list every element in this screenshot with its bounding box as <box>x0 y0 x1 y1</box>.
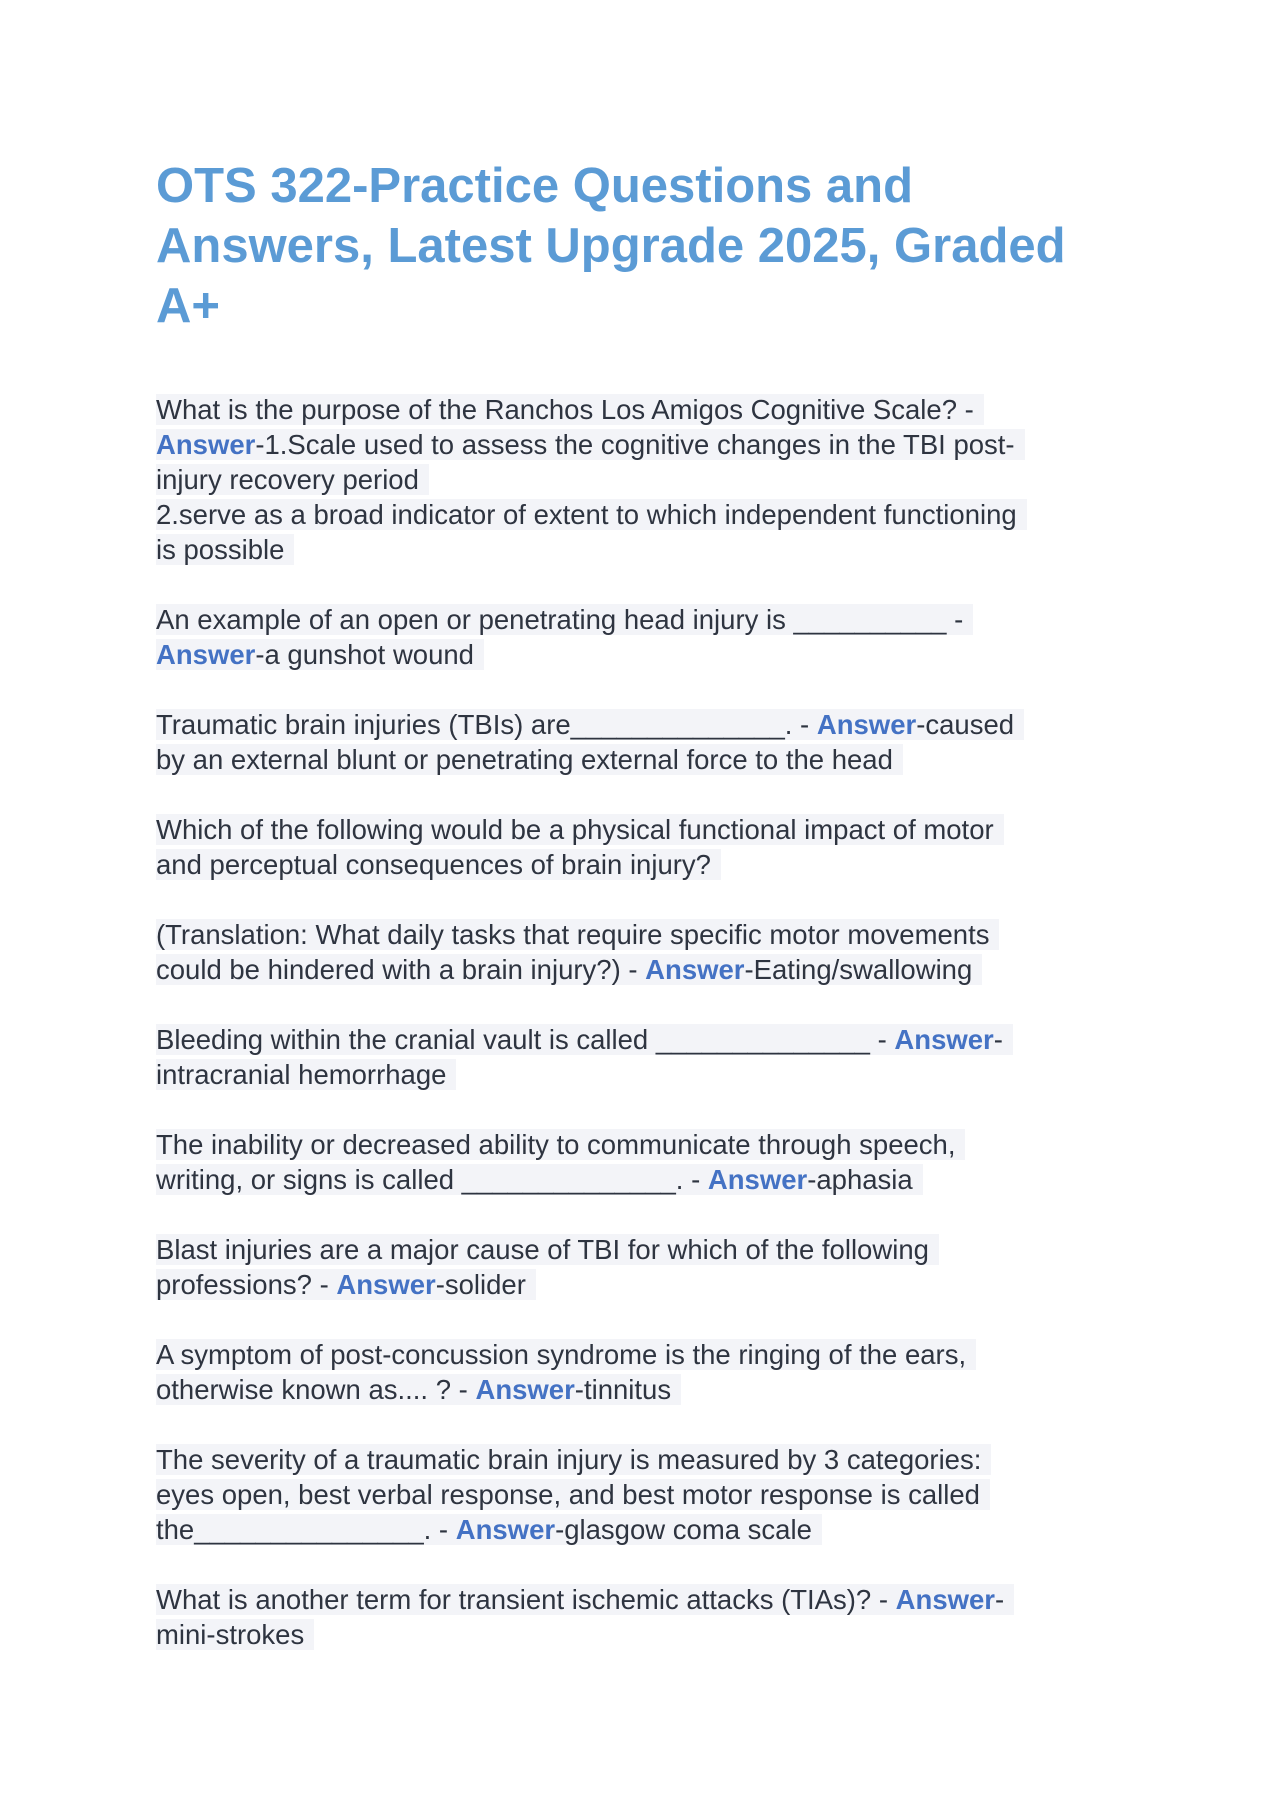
answer-text: -solider <box>435 1269 526 1300</box>
qa-line <box>156 1267 1126 1302</box>
qa-line <box>156 497 1126 532</box>
answer-label: Answer <box>645 954 745 985</box>
qa-line-text <box>156 954 982 985</box>
qa-line-text <box>156 394 984 425</box>
qa-item <box>156 1582 1126 1652</box>
qa-line <box>156 1477 1126 1512</box>
qa-item <box>156 602 1126 672</box>
qa-line-text <box>156 1164 923 1195</box>
question-text: the_______________. - <box>156 1514 456 1545</box>
qa-line-text <box>156 1339 976 1370</box>
qa-line-text <box>156 604 973 635</box>
answer-label: Answer <box>707 1164 808 1195</box>
qa-line-text <box>156 1514 822 1545</box>
qa-item <box>156 707 1126 777</box>
qa-item <box>156 812 1126 882</box>
qa-line-text <box>156 1479 990 1510</box>
qa-line-text <box>156 814 1004 845</box>
answer-text: -glasgow coma scale <box>555 1514 812 1545</box>
qa-line <box>156 1582 1126 1617</box>
qa-line <box>156 1337 1126 1372</box>
answer-label: Answer <box>816 709 917 740</box>
document-page <box>156 156 1126 1687</box>
qa-item <box>156 1337 1126 1407</box>
answer-text: -Eating/swallowing <box>744 954 973 985</box>
body-text: eyes open, best verbal response, and best motor response is called <box>156 1479 980 1510</box>
qa-line <box>156 392 1126 427</box>
qa-list <box>156 392 1126 1652</box>
question-text: Traumatic brain injuries (TBIs) are______________. - <box>156 709 817 740</box>
document-title <box>156 156 1126 336</box>
answer-text: -caused <box>916 709 1015 740</box>
qa-line <box>156 1512 1126 1547</box>
body-text: The inability or decreased ability to communicate through speech, <box>156 1129 956 1160</box>
answer-label: Answer <box>455 1514 556 1545</box>
qa-line <box>156 1617 1126 1652</box>
qa-item <box>156 917 1126 987</box>
answer-label: Answer <box>895 1584 996 1615</box>
qa-line <box>156 532 1126 567</box>
body-text: is possible <box>156 534 285 565</box>
title-line: OTS 322-Practice Questions and <box>156 159 914 213</box>
qa-line-text <box>156 534 294 565</box>
body-text: Which of the following would be a physical functional impact of motor <box>156 814 994 845</box>
qa-item <box>156 1442 1126 1547</box>
qa-line <box>156 1127 1126 1162</box>
body-text: The severity of a traumatic brain injury is measured by 3 categories: <box>156 1444 982 1475</box>
answer-label: Answer <box>475 1374 575 1405</box>
title-line: A+ <box>156 279 221 333</box>
qa-item <box>156 1022 1126 1092</box>
question-text: What is another term for transient ischemic attacks (TIAs)? - <box>156 1584 896 1615</box>
body-text: A symptom of post-concussion syndrome is the ringing of the ears, <box>156 1339 967 1370</box>
body-text: by an external blunt or penetrating external force to the head <box>156 744 893 775</box>
answer-label: Answer <box>336 1269 436 1300</box>
body-text: What is the purpose of the Ranchos Los Amigos Cognitive Scale? - <box>156 394 974 425</box>
qa-item <box>156 392 1126 567</box>
body-text: An example of an open or penetrating head injury is __________ - <box>156 604 964 635</box>
qa-line-text <box>156 464 429 495</box>
qa-line-text <box>156 709 1024 740</box>
qa-line-text <box>156 744 903 775</box>
answer-label: Answer <box>156 639 256 670</box>
qa-line <box>156 427 1126 462</box>
qa-line <box>156 847 1126 882</box>
qa-line-text <box>156 1584 1014 1615</box>
body-text: injury recovery period <box>156 464 419 495</box>
body-text: 2.serve as a broad indicator of extent to which independent functioning <box>156 499 1017 530</box>
qa-line <box>156 707 1126 742</box>
qa-item <box>156 1232 1126 1302</box>
qa-line <box>156 742 1126 777</box>
qa-line-text <box>156 1024 1013 1055</box>
qa-line-text <box>156 1059 456 1090</box>
answer-text: -tinnitus <box>574 1374 672 1405</box>
answer-text: -a gunshot wound <box>255 639 474 670</box>
body-text: mini-strokes <box>156 1619 305 1650</box>
qa-line-text <box>156 1444 991 1475</box>
answer-label: Answer <box>894 1024 994 1055</box>
qa-item <box>156 1127 1126 1197</box>
qa-line <box>156 637 1126 672</box>
question-text: writing, or signs is called ______________. - <box>156 1164 708 1195</box>
answer-text: - <box>993 1024 1003 1055</box>
title-line: Answers, Latest Upgrade 2025, Graded <box>156 219 1066 273</box>
qa-line <box>156 602 1126 637</box>
qa-line <box>156 1442 1126 1477</box>
qa-line <box>156 917 1126 952</box>
question-text: Bleeding within the cranial vault is called ______________ - <box>156 1024 895 1055</box>
qa-line-text <box>156 429 1025 460</box>
qa-line <box>156 952 1126 987</box>
qa-line <box>156 812 1126 847</box>
qa-line-text <box>156 1619 314 1650</box>
answer-label: Answer <box>156 429 256 460</box>
qa-line-text <box>156 1269 536 1300</box>
qa-line-text <box>156 639 484 670</box>
qa-line <box>156 1232 1126 1267</box>
qa-line-text <box>156 499 1027 530</box>
body-text: (Translation: What daily tasks that require specific motor movements <box>156 919 990 950</box>
qa-line-text <box>156 919 999 950</box>
qa-line <box>156 1162 1126 1197</box>
qa-line <box>156 1057 1126 1092</box>
qa-line-text <box>156 849 721 880</box>
question-text: could be hindered with a brain injury?) - <box>156 954 646 985</box>
question-text: professions? - <box>156 1269 337 1300</box>
answer-text: -aphasia <box>807 1164 913 1195</box>
question-text: otherwise known as.... ? - <box>156 1374 476 1405</box>
answer-text: -1.Scale used to assess the cognitive changes in the TBI post- <box>255 429 1015 460</box>
qa-line-text <box>156 1234 939 1265</box>
answer-text: - <box>995 1584 1005 1615</box>
body-text: and perceptual consequences of brain injury? <box>156 849 711 880</box>
qa-line <box>156 1372 1126 1407</box>
body-text: Blast injuries are a major cause of TBI for which of the following <box>156 1234 929 1265</box>
qa-line-text <box>156 1374 681 1405</box>
qa-line <box>156 1022 1126 1057</box>
qa-line-text <box>156 1129 965 1160</box>
body-text: intracranial hemorrhage <box>156 1059 447 1090</box>
qa-line <box>156 462 1126 497</box>
